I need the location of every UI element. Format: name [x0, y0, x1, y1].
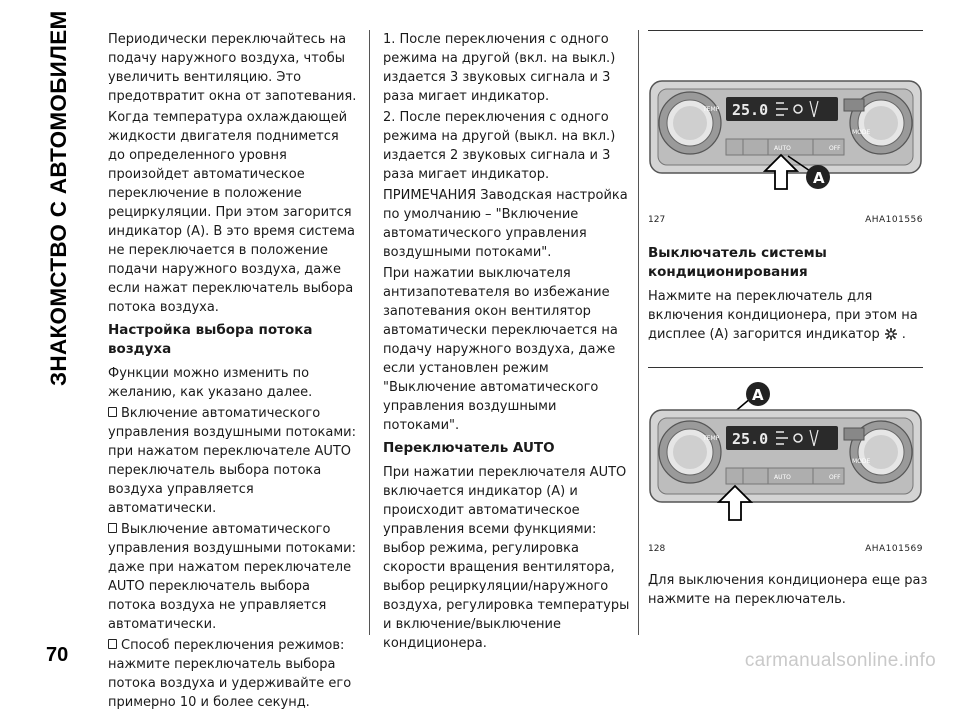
svg-text:AUTO: AUTO	[774, 145, 791, 152]
svg-text:TEMP: TEMP	[703, 435, 720, 442]
column-divider-1	[369, 30, 370, 635]
column-2	[383, 30, 633, 655]
watermark: carmanualsonline.info	[744, 650, 936, 671]
figure-number: 127	[648, 215, 666, 225]
figure-128	[648, 367, 923, 559]
climate-panel-image	[648, 39, 923, 205]
figure-code: AHA101569	[865, 544, 923, 554]
figure-127	[648, 30, 923, 230]
figure-top-rule	[648, 30, 923, 31]
list-item	[108, 520, 358, 634]
paragraph-text: Нажмите на переключатель для включения кондиционера, при этом на дисплее (A) загорится индикатор	[648, 289, 918, 342]
figure-caption	[648, 540, 923, 559]
paragraph: Функции можно изменить по желанию, как указано далее.	[108, 366, 313, 400]
list-item-text: Включение автоматического управления воздушными потоками: при нажатом переключателе AUTO переключатель выбора потока воздуха управляется автоматически.	[108, 406, 356, 516]
column-1	[108, 30, 358, 714]
section-heading: Переключатель AUTO	[383, 440, 555, 456]
svg-text:TEMP: TEMP	[703, 106, 720, 113]
svg-text:AUTO: AUTO	[774, 474, 791, 481]
note-text: Заводская настройка по умолчанию – "Включение автоматического управления воздушными потоками".	[383, 188, 628, 260]
climate-panel-image	[648, 376, 923, 534]
paragraph: Когда температура охлаждающей жидкости двигателя поднимется до определенного уровня произойдет автоматическое переключение в положение рециркуляции. При этом загорится индикатор (A). В это время система не переключается в положение подачи наружного воздуха, даже если нажат переключатель выбора потока воздуха.	[108, 110, 356, 315]
column-divider-2	[638, 30, 639, 635]
paragraph: 2. После переключения с одного режима на другой (выкл. на вкл.) издается 2 звуковых сигнала и 3 раза мигает индикатор.	[383, 110, 616, 182]
list-item-text: Способ переключения режимов: нажмите переключатель выбора потока воздуха и удерживайте его примерно 10 и более секунд.	[108, 638, 352, 710]
ac-indicator-icon	[884, 327, 898, 347]
svg-text:OFF: OFF	[829, 145, 841, 152]
list-item	[108, 404, 358, 518]
figure-caption	[648, 211, 923, 230]
paragraph: При нажатии переключателя AUTO включается индикатор (A) и происходит автоматическое управления всеми функциями: выбор режима, регулировка скорости вращения вентилятора, выбор рециркуляции/наружного воздуха, регулировка температуры и включение/выключение кондиционера.	[383, 465, 630, 651]
figure-code: AHA101556	[865, 215, 923, 225]
checkbox-bullet-icon	[108, 407, 117, 417]
section-heading: Настройка выбора потока воздуха	[108, 322, 313, 357]
column-3	[648, 30, 928, 611]
section-heading: Выключатель системы кондиционирования	[648, 245, 827, 280]
callout-a: A	[752, 386, 764, 404]
note	[383, 186, 633, 262]
callout-a: A	[813, 169, 825, 187]
svg-text:MODE: MODE	[852, 129, 871, 136]
paragraph: 1. После переключения с одного режима на другой (вкл. на выкл.) издается 3 звуковых сигнала и 3 раза мигает индикатор.	[383, 32, 616, 104]
paragraph: При нажатии выключателя антизапотевателя во избежание запотевания окон вентилятор автоматически переключается на подачу наружного воздуха, даже если установлен режим "Выключение автоматического управления воздушными потоками".	[383, 266, 618, 433]
side-chapter-title: ЗНАКОМСТВО С АВТОМОБИЛЕМ	[46, 10, 71, 386]
panel-display-text: 25.0	[732, 430, 769, 448]
list-item	[108, 636, 358, 712]
svg-text:OFF: OFF	[829, 474, 841, 481]
svg-text:MODE: MODE	[852, 458, 871, 465]
checkbox-bullet-icon	[108, 639, 117, 649]
paragraph: Для выключения кондиционера еще раз нажмите на переключатель.	[648, 573, 928, 607]
figure-number: 128	[648, 544, 666, 554]
page-number: 70	[46, 644, 69, 666]
paragraph: Нажмите на переключатель для включения кондиционера, при этом на дисплее (A) загорится индикатор .	[648, 287, 928, 347]
panel-display-text: 25.0	[732, 101, 769, 119]
checkbox-bullet-icon	[108, 523, 117, 533]
note-label: ПРИМЕЧАНИЯ	[383, 188, 477, 203]
figure-top-rule	[648, 367, 923, 368]
paragraph: Периодически переключайтесь на подачу наружного воздуха, чтобы увеличить вентиляцию. Это предотвратит окна от запотевания.	[108, 32, 357, 104]
list-item-text: Выключение автоматического управления воздушными потоками: даже при нажатом переключателе AUTO переключатель выбора потока воздуха не управляется автоматически.	[108, 522, 356, 632]
